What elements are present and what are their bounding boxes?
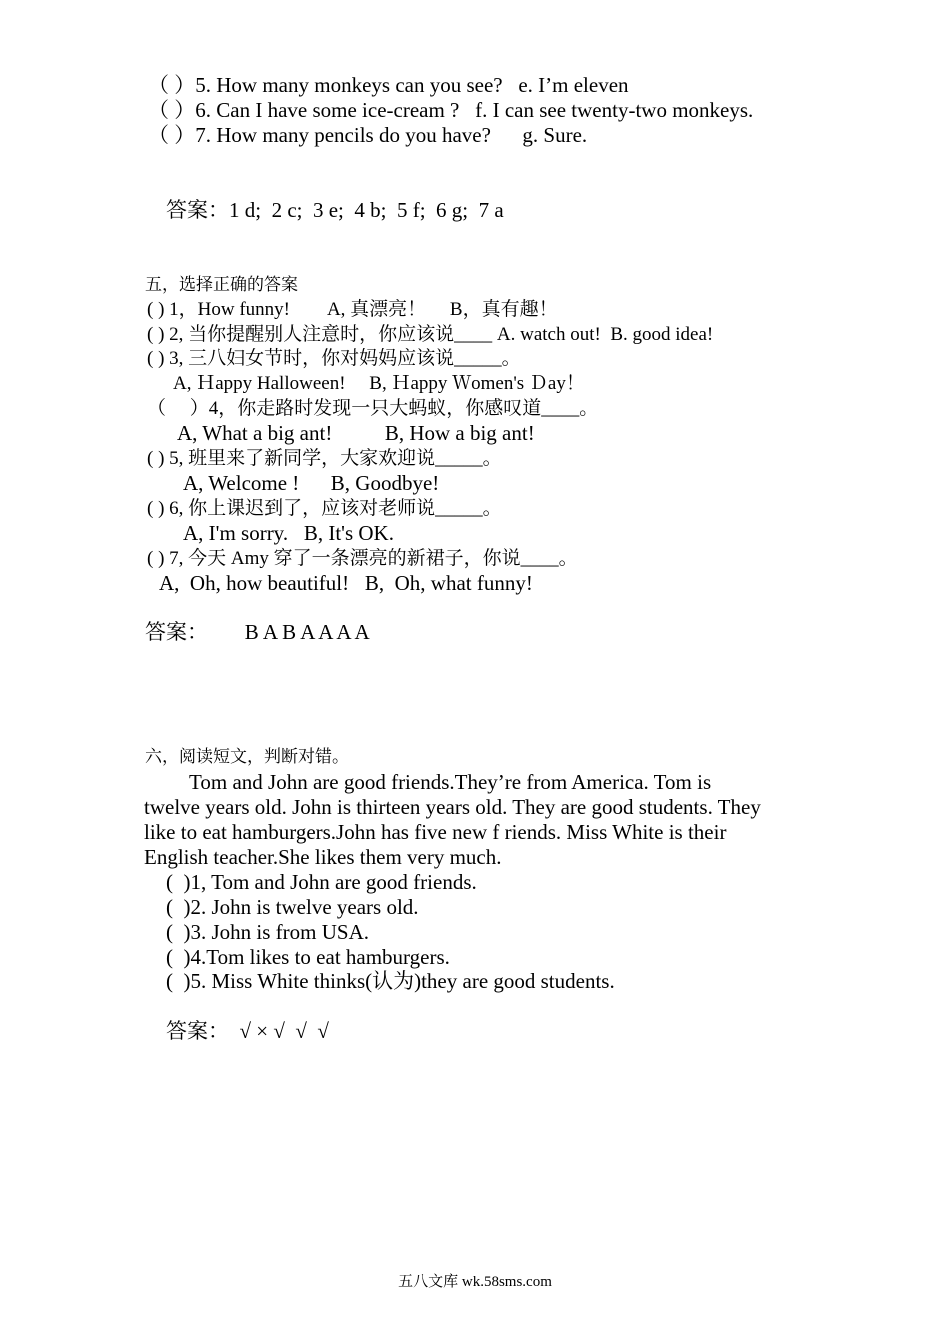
passage-line-3: like to eat hamburgers.John has five new f riends. Miss White is their — [144, 820, 727, 844]
question-7: ( ) 7, 今天 Amy 穿了一条漂亮的新裙子，你说____。 — [147, 548, 578, 569]
question-5-options: A, Welcome ! B, Goodbye! — [183, 471, 440, 495]
question-2: ( ) 2, 当你提醒别人注意时，你应该说____ A. watch out! B. good idea! — [147, 324, 714, 345]
judge-item-4: ( )4.Tom likes to eat hamburgers. — [166, 945, 450, 969]
question-3: ( ) 3, 三八妇女节时，你对妈妈应该说_____。 — [147, 348, 521, 369]
matching-item-5: （ ）5. How many monkeys can you see? e. I’m eleven — [148, 73, 629, 97]
question-5: ( ) 5, 班里来了新同学，大家欢迎说_____。 — [147, 448, 502, 469]
footer-watermark: 五八文库 wk.58sms.com — [398, 1274, 552, 1290]
judge-item-5: ( )5. Miss White thinks(认为)they are good students. — [166, 969, 615, 993]
section5-title: 五，选择正确的答案 — [145, 275, 298, 294]
question-3-options: A, Ｈappy Halloween! B, Ｈappy Ｗomen's Ｄay！ — [173, 373, 585, 394]
question-1: ( ) 1，How funny! A, 真漂亮！ B，真有趣！ — [147, 299, 558, 320]
section6-title: 六，阅读短文，判断对错。 — [145, 747, 349, 766]
question-6: ( ) 6, 你上课迟到了，应该对老师说_____。 — [147, 498, 502, 519]
question-6-options: A, I'm sorry. B, It's OK. — [183, 521, 394, 545]
matching-item-6: （ ）6. Can I have some ice-cream ? f. I can see twenty-two monkeys. — [148, 98, 754, 122]
passage-line-4: English teacher.She likes them very much. — [144, 845, 502, 869]
judge-item-3: ( )3. John is from USA. — [166, 920, 369, 944]
section5-answer: 答案： B A B A A A A — [145, 620, 370, 644]
section4-answer: 答案：1 d; 2 c; 3 e; 4 b; 5 f; 6 g; 7 a — [166, 198, 504, 222]
judge-item-1: ( )1, Tom and John are good friends. — [166, 870, 477, 894]
passage-line-1: Tom and John are good friends.They’re from America. Tom is — [189, 770, 712, 794]
section6-answer: 答案： √ × √ √ √ — [166, 1019, 329, 1043]
question-4-options: A, What a big ant! B, How a big ant! — [177, 421, 535, 445]
matching-item-7: （ ）7. How many pencils do you have? g. Sure. — [148, 123, 588, 147]
judge-item-2: ( )2. John is twelve years old. — [166, 895, 419, 919]
question-7-options: A, Oh, how beautiful! B, Oh, what funny! — [159, 571, 533, 595]
passage-line-2: twelve years old. John is thirteen years old. They are good students. They — [144, 795, 761, 819]
question-4: （ ）4，你走路时发现一只大蚂蚁，你感叹道____。 — [147, 398, 599, 419]
